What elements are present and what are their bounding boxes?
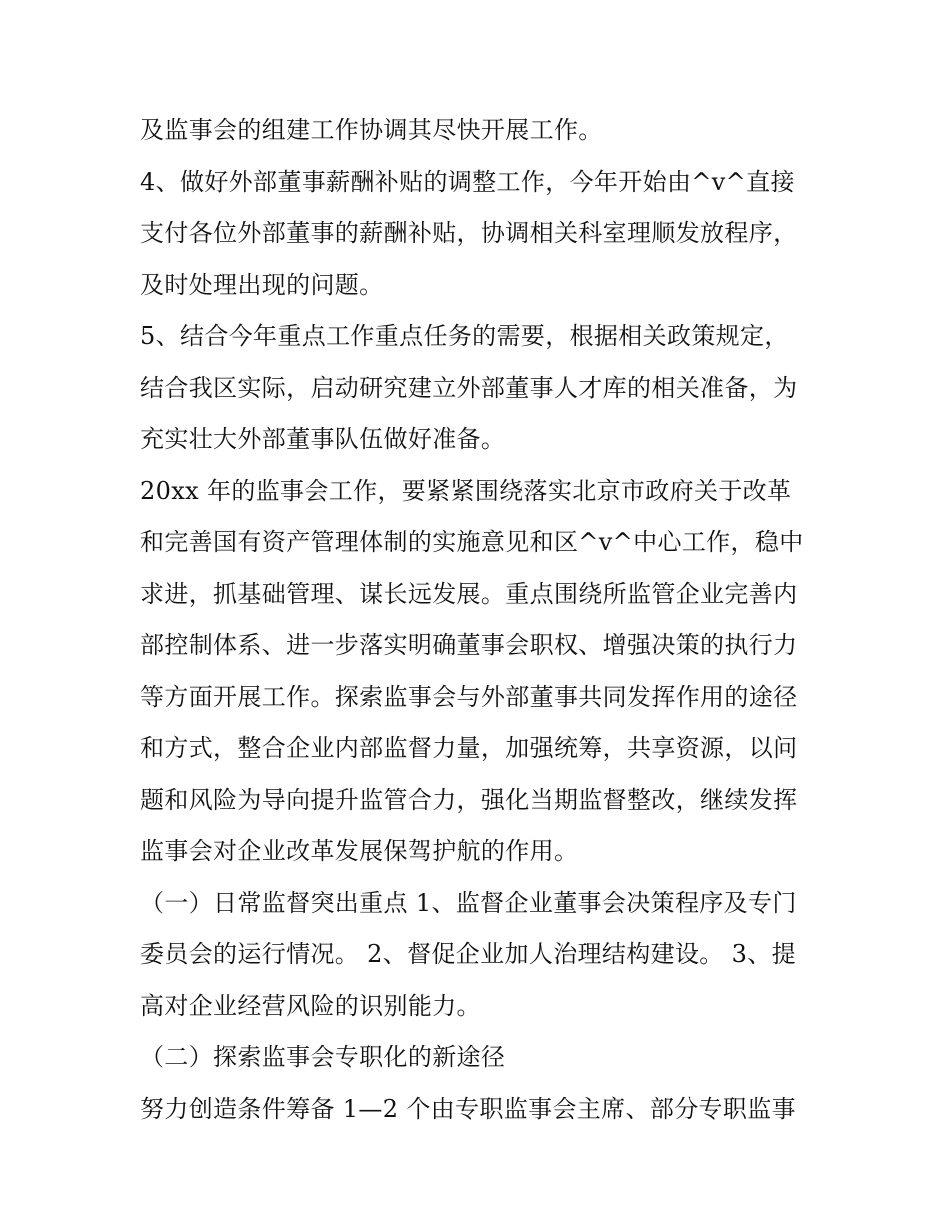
text-line: （二）探索监事会专职化的新途径 xyxy=(140,1043,506,1071)
text-line: 题和风险为导向提升监管合力，强化当期监督整改，继续发挥 xyxy=(140,785,798,814)
text-line: 高对企业经营风险的识别能力。 xyxy=(140,991,481,1020)
text-line: 结合我区实际，启动研究建立外部董事人才库的相关准备，为 xyxy=(140,373,798,402)
text-line: 委员会的运行情况。 2、督促企业加人治理结构建设。 3、提 xyxy=(140,940,796,968)
text-line: 监事会对企业改革发展保驾护航的作用。 xyxy=(140,837,579,865)
text-line: 5、结合今年重点工作重点任务的需要，根据相关政策规定， xyxy=(140,322,789,350)
document-body xyxy=(140,108,820,1138)
text-line: 等方面开展工作。探索监事会与外部董事共同发挥作用的途径 xyxy=(140,682,798,711)
text-line: 努力创造条件筹备 1—2 个由专职监事会主席、部分专职监事 xyxy=(140,1094,796,1123)
text-line: 和方式，整合企业内部监督力量，加强统筹，共享资源，以问 xyxy=(140,734,798,762)
text-line: 4、做好外部董事薪酬补贴的调整工作，今年开始由^v^直接 xyxy=(140,167,795,196)
text-line: 充实壮大外部董事队伍做好准备。 xyxy=(140,425,506,453)
text-line: 和完善国有资产管理体制的实施意见和区^v^中心工作，稳中 xyxy=(140,528,804,556)
text-line: 支付各位外部董事的薪酬补贴，协调相关科室理顺发放程序， xyxy=(140,219,798,247)
text-line: 部控制体系、进一步落实明确董事会职权、增强决策的执行力 xyxy=(140,631,798,659)
text-line: （一）日常监督突出重点 1、监督企业董事会决策程序及专门 xyxy=(140,888,797,917)
text-line: 及时处理出现的问题。 xyxy=(140,270,384,299)
text-line: 20xx 年的监事会工作，要紧紧围绕落实北京市政府关于改革 xyxy=(140,476,792,505)
text-line: 及监事会的组建工作协调其尽快开展工作。 xyxy=(140,116,603,144)
text-line: 求进，抓基础管理、谋长远发展。重点围绕所监管企业完善内 xyxy=(140,579,798,608)
